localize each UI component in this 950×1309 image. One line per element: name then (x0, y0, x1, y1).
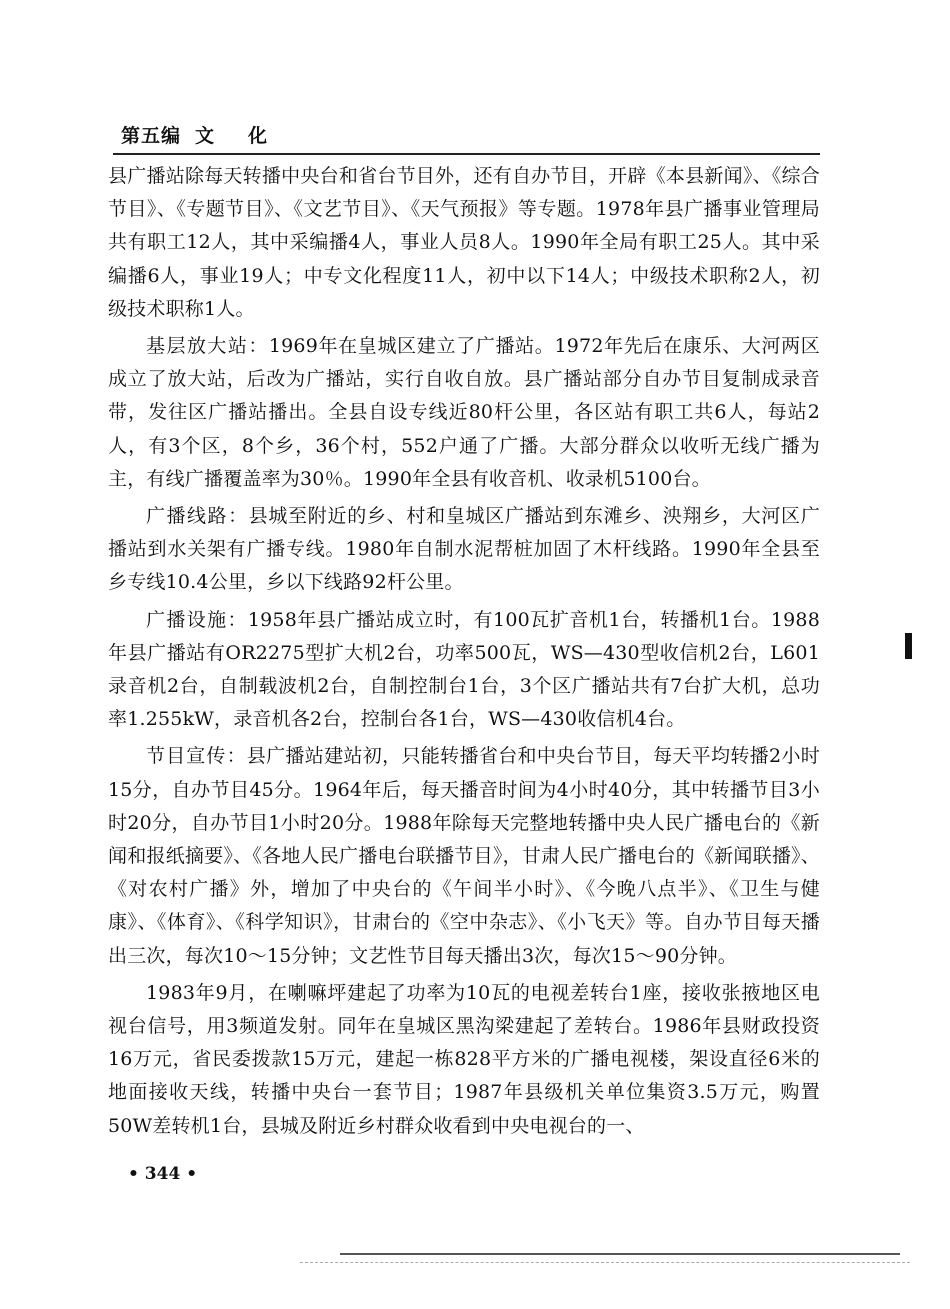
paragraph-6 (108, 977, 820, 1143)
section-title: 第五编 (121, 125, 182, 147)
bottom-rule (340, 1253, 900, 1255)
margin-mark (905, 633, 912, 659)
page-number: • 344 • (128, 1164, 198, 1184)
paragraph-3-text: 县城至附近的乡、村和皇城区广播站到东滩乡、泱翔乡，大河区广播站到水关架有广播专线。1980年自制水泥帮桩加固了木杆线路。1990年全县至乡专线10.4公里，乡以下线路92杆公里。 (108, 505, 820, 594)
body-text (108, 160, 820, 1147)
paragraph-3-heading: 广播线路： (146, 505, 249, 528)
paragraph-1-text: 县广播站除每天转播中央台和省台节目外，还有自办节目，开辟《本县新闻》、《综合节目》、《专题节目》、《文艺节目》、《天气预报》等专题。1978年县广播事业管理局共有职工12人，其中采编播4人，事业人员8人。1990年全局有职工25人。其中采编播6人，事业19人；中专文化程度11人，初中以下14人；中级技术职称2人，初级技术职称1人。 (108, 165, 820, 320)
paragraph-6-text: 1983年9月，在喇嘛坪建起了功率为10瓦的电视差转台1座，接收张掖地区电视台信号，用3频道发射。同年在皇城区黑沟梁建起了差转台。1986年县财政投资16万元，省民委拨款15万元，建起一栋828平方米的广播电视楼，架设直径6米的地面接收天线，转播中央台一套节目；1987年县级机关单位集资3.5万元，购置50W差转机1台，县城及附近乡村群众收看到中央电视台的一、 (108, 981, 820, 1137)
paragraph-1 (108, 160, 820, 326)
paragraph-3 (108, 500, 820, 600)
running-header (113, 119, 820, 155)
paragraph-2 (108, 330, 820, 496)
chapter-title: 文化 (195, 125, 302, 147)
paragraph-4 (108, 604, 820, 737)
paragraph-5 (108, 740, 820, 972)
paragraph-4-text: 1958年县广播站成立时，有100瓦扩音机1台，转播机1台。1988年县广播站有OR2275型扩大机2台，功率500瓦，WS—430型收信机2台，L601录音机2台，自制载波机2台，自制控制台1台，3个区广播站共有7台扩大机，总功率1.255kW，录音机各2台，控制台各1台，WS—430收信机4台。 (108, 608, 820, 731)
paragraph-5-text: 县广播站建站初，只能转播省台和中央台节目，每天平均转播2小时15分，自办节目45分。1964年后，每天播音时间为4小时40分，其中转播节目3小时20分，自办节目1小时20分。1988年除每天完整地转播中央人民广播电台的《新闻和报纸摘要》、《各地人民广播电台联播节目》，甘肃人民广播电台的《新闻联播》、《对农村广播》外，增加了中央台的《午间半小时》、《今晚八点半》、《卫生与健康》、《体育》、《科学知识》，甘肃台的《空中杂志》、《小飞天》等。自办节目每天播出三次，每次10～15分钟；文艺性节目每天播出3次，每次15～90分钟。 (108, 745, 820, 967)
bottom-rule-faint (300, 1262, 910, 1263)
paragraph-2-text: 1969年在皇城区建立了广播站。1972年先后在康乐、大河两区成立了放大站，后改为广播站，实行自收自放。县广播站部分自办节目复制成录音带，发往区广播站播出。全县自设专线近80杆公里，各区站有职工共6人，每站2人，有3个区，8个乡，36个村，552户通了广播。大部分群众以收听无线广播为主，有线广播覆盖率为30％。1990年全县有收音机、收录机5100台。 (108, 335, 820, 490)
paragraph-4-heading: 广播设施： (146, 608, 248, 631)
paragraph-5-heading: 节目宣传： (146, 745, 247, 768)
paragraph-2-heading: 基层放大站： (146, 335, 269, 358)
